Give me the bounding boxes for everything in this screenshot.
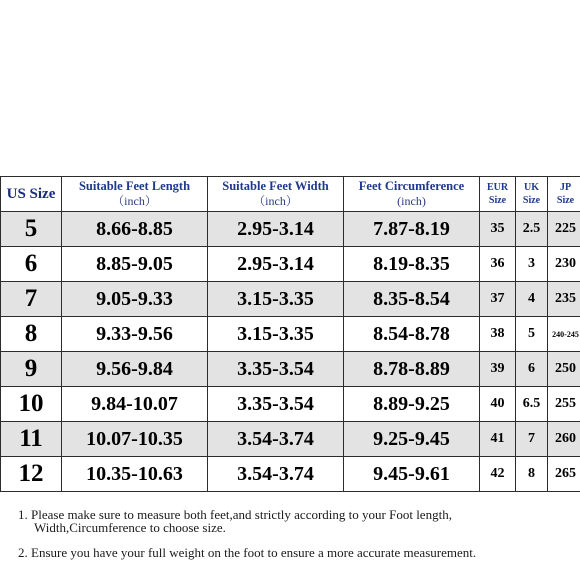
feet-length-cell: 8.85-9.05	[62, 247, 208, 282]
jp-size-cell: 260	[548, 422, 580, 457]
measurement-notes	[18, 508, 573, 571]
jp-size-cell: 255	[548, 387, 580, 422]
table-row	[1, 422, 580, 457]
note-2: 2. Ensure you have your full weight on the foot to ensure a more accurate measurement.	[18, 545, 477, 560]
table-row	[1, 387, 580, 422]
note-1	[18, 508, 573, 534]
note-1-line-2: Width,Circumference to choose size.	[34, 520, 226, 535]
header-title: JP	[559, 182, 572, 193]
header-us-size	[1, 177, 62, 212]
uk-size-cell: 6.5	[516, 387, 548, 422]
header-title: Suitable Feet Width	[222, 179, 329, 193]
feet-length-cell: 9.05-9.33	[62, 282, 208, 317]
header-unit: Size	[488, 195, 507, 206]
us-size-cell: 10	[1, 387, 62, 422]
uk-size-cell: 7	[516, 422, 548, 457]
uk-size-cell: 8	[516, 457, 548, 492]
us-size-cell: 9	[1, 352, 62, 387]
feet-circumference-cell: 8.89-9.25	[344, 387, 480, 422]
feet-circumference-cell: 9.25-9.45	[344, 422, 480, 457]
eur-size-cell: 35	[480, 212, 516, 247]
feet-circumference-cell: 8.78-8.89	[344, 352, 480, 387]
table-row	[1, 457, 580, 492]
feet-width-cell: 2.95-3.14	[208, 247, 344, 282]
uk-size-cell: 2.5	[516, 212, 548, 247]
jp-size-cell: 250	[548, 352, 580, 387]
header-feet-width	[208, 177, 344, 212]
eur-size-cell: 38	[480, 317, 516, 352]
header-unit: Size	[556, 195, 575, 206]
feet-circumference-cell: 8.19-8.35	[344, 247, 480, 282]
table-row	[1, 317, 580, 352]
us-size-cell: 11	[1, 422, 62, 457]
table-row	[1, 352, 580, 387]
header-title: EUR	[486, 182, 509, 193]
header-feet-circumference	[344, 177, 480, 212]
uk-size-cell: 6	[516, 352, 548, 387]
eur-size-cell: 40	[480, 387, 516, 422]
feet-length-cell: 9.56-9.84	[62, 352, 208, 387]
feet-length-cell: 8.66-8.85	[62, 212, 208, 247]
header-unit: （inch）	[112, 194, 157, 208]
header-feet-length	[62, 177, 208, 212]
header-unit: Size	[522, 195, 541, 206]
header-title: Feet Circumference	[358, 179, 465, 193]
table-row	[1, 282, 580, 317]
eur-size-cell: 36	[480, 247, 516, 282]
feet-width-cell: 3.35-3.54	[208, 387, 344, 422]
feet-length-cell: 10.35-10.63	[62, 457, 208, 492]
feet-circumference-cell: 7.87-8.19	[344, 212, 480, 247]
us-size-cell: 7	[1, 282, 62, 317]
header-jp-size	[548, 177, 580, 212]
header-title: US Size	[6, 185, 56, 202]
feet-circumference-cell: 9.45-9.61	[344, 457, 480, 492]
jp-size-cell: 235	[548, 282, 580, 317]
feet-width-cell: 3.54-3.74	[208, 457, 344, 492]
jp-size-cell: 225	[548, 212, 580, 247]
feet-circumference-cell: 8.54-8.78	[344, 317, 480, 352]
us-size-cell: 12	[1, 457, 62, 492]
eur-size-cell: 41	[480, 422, 516, 457]
jp-size-cell: 265	[548, 457, 580, 492]
header-title: UK	[524, 182, 539, 193]
feet-circumference-cell: 8.35-8.54	[344, 282, 480, 317]
feet-length-cell: 9.33-9.56	[62, 317, 208, 352]
feet-width-cell: 3.15-3.35	[208, 317, 344, 352]
feet-length-cell: 9.84-10.07	[62, 387, 208, 422]
jp-size-cell: 230	[548, 247, 580, 282]
header-unit: (inch)	[397, 194, 426, 208]
size-chart-table	[0, 176, 580, 492]
header-eur-size	[480, 177, 516, 212]
feet-length-cell: 10.07-10.35	[62, 422, 208, 457]
feet-width-cell: 3.35-3.54	[208, 352, 344, 387]
eur-size-cell: 39	[480, 352, 516, 387]
feet-width-cell: 3.15-3.35	[208, 282, 344, 317]
table-row	[1, 212, 580, 247]
header-unit: （inch）	[253, 194, 298, 208]
header-uk-size	[516, 177, 548, 212]
header-title: Suitable Feet Length	[78, 179, 191, 193]
us-size-cell: 8	[1, 317, 62, 352]
us-size-cell: 6	[1, 247, 62, 282]
us-size-cell: 5	[1, 212, 62, 247]
eur-size-cell: 37	[480, 282, 516, 317]
table-header-row	[1, 177, 580, 212]
note-1-line-1: 1. Please make sure to measure both feet,and strictly according to your Foot length,	[18, 507, 452, 522]
uk-size-cell: 4	[516, 282, 548, 317]
eur-size-cell: 42	[480, 457, 516, 492]
uk-size-cell: 5	[516, 317, 548, 352]
feet-width-cell: 3.54-3.74	[208, 422, 344, 457]
feet-width-cell: 2.95-3.14	[208, 212, 344, 247]
table-row	[1, 247, 580, 282]
uk-size-cell: 3	[516, 247, 548, 282]
jp-size-cell: 240-245	[548, 317, 580, 352]
